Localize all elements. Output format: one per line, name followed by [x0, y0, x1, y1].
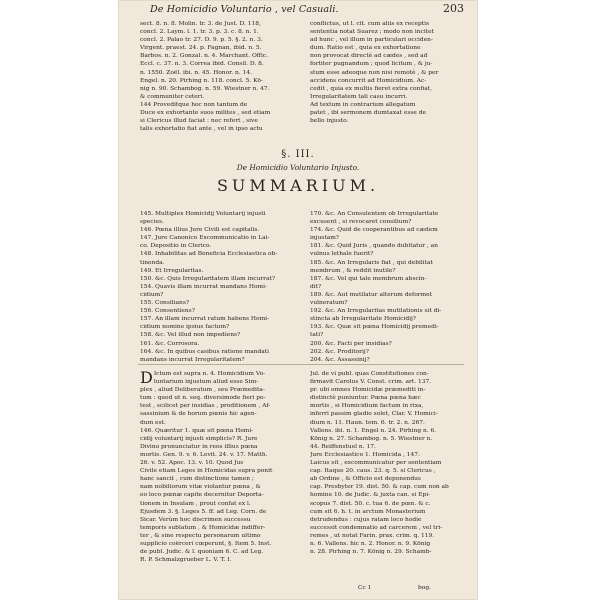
text-line: fortiter pugnandum ; quod licitum , & ju- [310, 61, 433, 68]
text-line: si Clericus illud faciat : nec refert , sive [140, 118, 258, 125]
summary-item: 200. &c. Facti per insidias? [310, 340, 392, 347]
summary-item: tati? [310, 332, 324, 339]
summary-item: 185. &c. An Irregularis fiat , qui debilitat [310, 259, 433, 266]
summary-item: 193. &c. Quæ sit pœna Homicidij premedi- [310, 324, 439, 331]
drop-cap: D [140, 368, 153, 387]
summary-item: co. Depositio in Clerico. [140, 243, 212, 250]
text-line: talis exhortatio fiat ante , vel in ipso actu [140, 126, 263, 133]
summary-item: 187. &c. Vel qui tale membrum abscin- [310, 275, 427, 282]
text-line: & communiter ceteri. [140, 93, 205, 100]
section-number: §. III. [281, 149, 315, 160]
text-line: eo loco pœnæ capite decernitur Deporta- [140, 492, 264, 499]
summary-item: dit? [310, 283, 322, 290]
text-line: sect. 8. n. 8. Molin. tr. 3. de Just. D. 118, [140, 21, 261, 27]
summary-item: 157. An illam incurrat ratum habens Homi- [140, 316, 270, 323]
catchword: bog. [418, 585, 431, 591]
text-line: n. 6. Vallens. hic n. 2. Honor. n. 9. König [310, 540, 431, 547]
summary-left-column [140, 210, 302, 364]
text-line: homine 10. de Judic. & juxta can. si Epi- [310, 492, 431, 499]
page-number: 203 [443, 2, 464, 15]
text-line: luntarium injustum aliud esse Sim- [153, 379, 259, 386]
summary-right-column [310, 210, 462, 364]
text-line: Jul. de vi publ. quas Constitutiones con- [310, 371, 429, 377]
text-line: 44. Reiffenstuel n. 17. [310, 443, 376, 450]
text-line: cum sit 6. h. t. in arctum Monasterium [310, 508, 426, 515]
text-line: test , scilicet per insidias , proditionem , Af- [140, 403, 271, 410]
text-line: mortis. Gen. 9. v. 6. Levit. 24. v. 17. Matth. [140, 451, 268, 458]
text-line: Civile etiam Leges in Homicidas supra ponit [140, 468, 273, 475]
summary-item: 164. &c. In quibus casibus ratione mandati [140, 348, 270, 355]
text-line: tum : quod ut n. seq. diversimode fieri po- [140, 395, 266, 402]
book-page [118, 0, 478, 600]
text-line: sassinium & de horum pœnis hic agen- [140, 411, 257, 418]
text-line: accidens concurrit ad Homicidium. Ac- [310, 77, 427, 84]
summary-item: 170. &c. An Consulentem ob Irregularitate [310, 211, 439, 217]
summary-item: species. [140, 219, 164, 226]
summary-item: cidium nomine ipsius factum? [140, 324, 230, 331]
text-line: remes , ut notat Farin. prax. crim. q. 119. [310, 532, 435, 539]
text-line: non provocat directè ad cædes , sed ad [310, 53, 428, 60]
text-line: R. P. Schmalzgrueber L. V. T. I. [140, 557, 232, 564]
summary-item: 189. &c. Aut mutilatur alterum deformet [310, 291, 432, 298]
text-line: Divino pronunciatur in reos illius pœna [140, 443, 258, 450]
text-line: nam nobiliorum vitæ violantur pœna , & [140, 484, 261, 491]
text-line: tionem in Insulam , prout confat ex l. [140, 500, 251, 507]
text-line: dum est. [140, 419, 166, 426]
text-line: patet , ibi sermonem dumtaxat esse de [310, 110, 426, 117]
text-line: firmavit Carolus V. Const. crim. art. 137. [310, 379, 432, 386]
summary-item: 148. Inhabilitas ad Beneficia Ecclesiastica ob- [140, 251, 278, 258]
top-right-column [310, 20, 462, 125]
summary-item: 146. Pœna illius Jure Civili est capitalis. [140, 227, 260, 234]
summary-item: tinenda. [140, 259, 165, 266]
text-line: sententia notat Suarez ; modo non incitet [310, 29, 434, 36]
text-line: detrudendus : cujus ratam loco hodie [310, 516, 422, 523]
text-line: mortis , si Homicidium factum in rixa, [310, 403, 424, 410]
text-line: cap. Presbyter 19. dist. 50. & cap. cum non ab [310, 484, 449, 491]
text-line: cedit , quia ex multis fieret extra confiat, [310, 85, 433, 92]
text-line: Vallens. ibi. n. 1. Engel n. 24. Pirhing n. 6. [310, 427, 437, 434]
summary-item: excusent , si revocaret consilium? [310, 219, 412, 226]
text-line: nig n. 90. Schambog. n. 59. Wiestner n. 47. [140, 85, 270, 92]
text-line: Ad textum in contrarium allegatum [310, 101, 416, 108]
text-line: supplicio coërceri cœperunt, §. Item 5. Inst. [140, 540, 272, 547]
text-line: König n. 27. Schambog. n. 5. Wiestner n. [310, 435, 433, 442]
text-line: Eccl. c. 37. n. 3. Correa ibid. Consil. D. 8. [140, 61, 264, 68]
body-left-column [140, 370, 302, 564]
summary-heading: SUMMARIUM. [216, 176, 380, 195]
summary-item: 155. Consilians? [140, 300, 189, 307]
summary-item: 161. &c. Corrosora. [140, 340, 200, 347]
text-line: Barbos. n. 2. Gonzal. n. 4. Marchant. Offic. [140, 53, 269, 60]
text-line: scopus 7. dist. 50. c. tua 6. de pœn. & c. [310, 500, 431, 507]
body-right-column [310, 370, 462, 556]
summary-item: 202. &c. Proditorij? [310, 348, 369, 355]
summary-item: vulneratum? [310, 300, 348, 307]
summary-item: 147. Jure Canonico Excommunicatio in Lai- [140, 235, 270, 242]
summary-item: 145. Multiplex Homicidij Voluntarij injusti [140, 211, 266, 217]
text-line: Jure Ecclesiastico 1. Homicida , 147. [310, 451, 420, 458]
text-line: Laicus sit , excommunicatur per sententiam [310, 460, 442, 467]
text-line: hanc sancit , cum distinctione tamen ; [140, 476, 254, 483]
text-line: successit condemnatio ad carcerem , vel tri- [310, 524, 443, 531]
summary-item: cidium? [140, 291, 164, 298]
section-title: De Homicidio Voluntario Injusto. [236, 163, 360, 172]
summary-divider [138, 364, 464, 365]
text-line: temporis sublatum , & Homicidæ indiffer- [140, 524, 266, 531]
text-line: Ejusdem 3. §. Leges 5. ff. ad Leg. Corn. de [140, 508, 267, 515]
summary-item: 156. Consentiens? [140, 308, 195, 315]
text-line: 26. v. 52. Apoc. 13. v. 10. Quod Jus [140, 460, 244, 467]
text-line: Virgent. praest. 24. p. Fagnan, ibid. n. 5. [140, 45, 262, 52]
top-left-column [140, 20, 302, 133]
text-line: distinctè puniuntur. Pœna pœna hæc [310, 395, 421, 402]
text-line: plex , aliud Deliberatum , seu Præmedita- [140, 387, 265, 394]
signature-mark: Cc 1 [358, 585, 372, 591]
summary-item: mandans incurrat Irregularitatem? [140, 356, 245, 363]
text-line: ad hunc , vel illum in particulari occiden- [310, 37, 433, 44]
text-line: 144 Proveditque hoc non tantum de [140, 101, 248, 108]
text-line: concl. 2. Laym. l. 1. tr. 3. p. 3. c. 8. n. 1. [140, 29, 259, 36]
text-line: pr. ubi omnes Homicidæ præmediti in- [310, 387, 426, 394]
text-line: n. 1550. Zoël. ibi. n. 45. Honor. n. 14. [140, 69, 252, 76]
text-line: stum esse adeoque non nisi remotè , & per [310, 69, 439, 76]
summary-item: 204. &c. Assassinij? [310, 356, 370, 363]
summary-item: vulnus lethale fuerit? [310, 251, 374, 258]
text-line: 146. Quæritur 1. quæ sit pœna Homi- [140, 427, 254, 434]
page-header [142, 2, 464, 20]
text-line: Ictum est supra n. 4. Homicidium Vo- [153, 371, 266, 377]
text-line: concl. 2. Palao tr. 27. D. 9. p. 5. §. 2. n. 3. [140, 37, 263, 44]
text-line: dium n. 11. Haun. tom. 6. tr. 2. n. 267. [310, 419, 425, 426]
summary-item: 154. Quavis illam incurrat mandans Homi- [140, 283, 268, 290]
running-head: De Homicidio Voluntario , vel Casuali. [150, 4, 339, 15]
text-line: ab Ordine , & Officio est deponendus [310, 476, 421, 483]
text-line: n. 28. Pirhing n. 7. König n. 29. Schamb- [310, 549, 432, 556]
text-line: de publ. Judic. & l. quoniam 6. C. ad Leg. [140, 549, 264, 556]
text-line: ter , & sine respectu personarum ultimo [140, 532, 261, 539]
text-line: Engel. n. 20. Pirhing n. 118. concl. 5. Kö- [140, 77, 263, 84]
summary-item: 149. Et Irregularitas. [140, 267, 204, 274]
text-line: cidij voluntarij injusti simplicis? R. Jure [140, 435, 258, 442]
summary-item: membrum , & reddit inutile? [310, 267, 396, 274]
text-line: Irregularitatem tali casu incurri. [310, 93, 408, 100]
text-line: conflictus, ut l. cit. cum aliis ex receptis [310, 21, 430, 27]
text-line: cap. Itaque 20. caus. 23. q. 5. si Clericus , [310, 468, 436, 475]
summary-item: 181. &c. Quid Juris , quando dubitatur , an [310, 243, 438, 250]
summary-item: injustam? [310, 235, 339, 242]
summary-item: 192. &c. An Irregularitas mutilationis sit di- [310, 308, 442, 315]
text-line: dum. Ratio est , quia ex exhortatione [310, 45, 421, 52]
summary-item: 174. &c. Quid de cooperantibus ad cædem [310, 227, 438, 234]
text-line: inferri passim gladio solet, Clar. V. Homici- [310, 411, 438, 418]
summary-item: 150. &c. Quis Irregularitatem illam incurrat? [140, 275, 276, 282]
text-line: bello injusto. [310, 118, 349, 125]
summary-item: stincta ab Irregularitate Homicidij? [310, 316, 416, 323]
text-line: Duce ex exhortante suos milites , sed etiam [140, 110, 271, 117]
text-line: Sicar. Verùm hoc discrimen successu [140, 516, 251, 523]
summary-item: 158. &c. Vel illud non impediens? [140, 332, 241, 339]
